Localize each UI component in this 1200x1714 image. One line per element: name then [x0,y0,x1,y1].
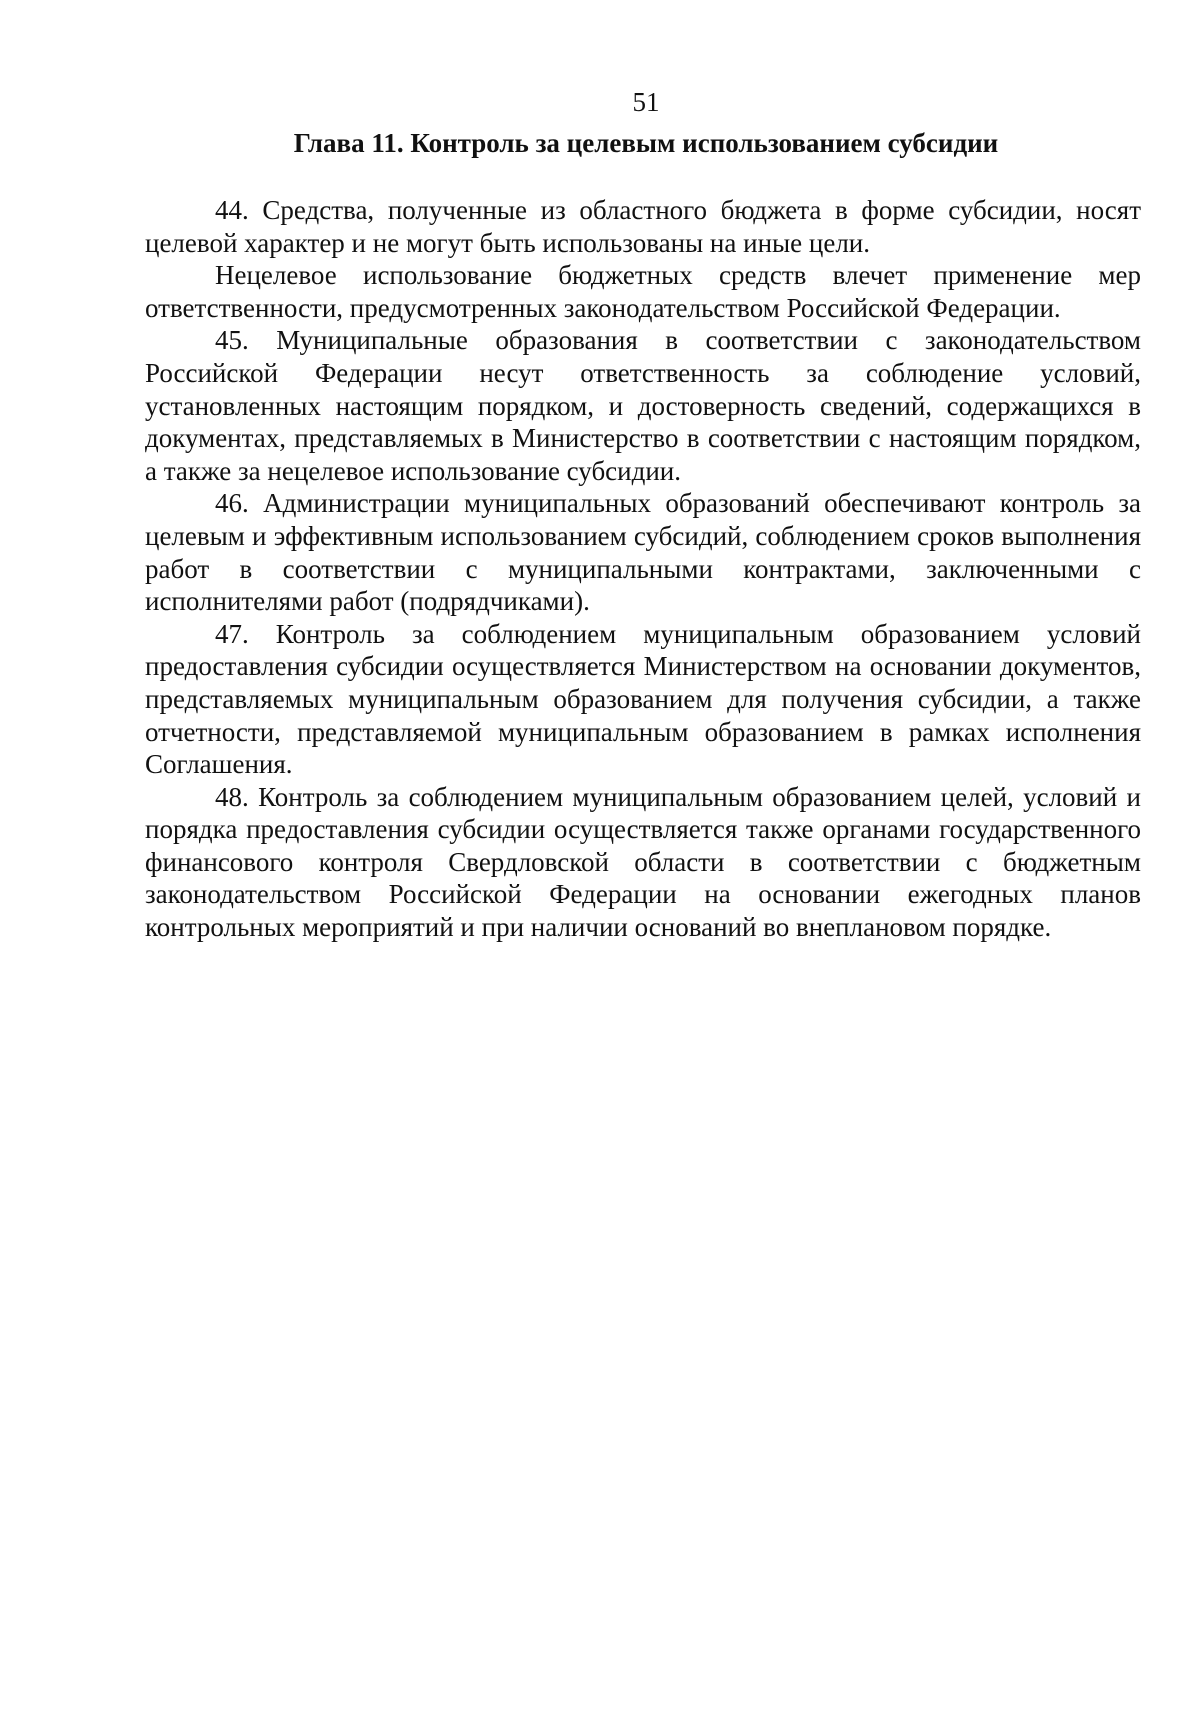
paragraph-46: 46. Администрации муниципальных образований обеспечивают контроль за целевым и эффективным использованием субсидий, соблюдением сроков выполнения работ в соответствии с муниципальными контрактами, заключенными с исполнителями работ (подрядчиками). [145,488,1141,617]
chapter-title: Глава 11. Контроль за целевым использованием субсидии [293,128,999,158]
paragraph-47: 47. Контроль за соблюдением муниципальным образованием условий предоставления субсидии осуществляется Министерством на основании документов, представляемых муниципальным образованием для получения субсидии, а также отчетности, представляемой муниципальным образованием в рамках исполнения Соглашения. [145,618,1141,780]
document-body [145,194,1141,944]
paragraph-48: 48. Контроль за соблюдением муниципальным образованием целей, условий и порядка предоставления субсидии осуществляется также органами государственного финансового контроля Свердловской области в соответствии с бюджетным законодательством Российской Федерации на основании ежегодных планов контрольных мероприятий и при наличии оснований во внеплановом порядке. [145,781,1141,943]
page-number: 51 [632,87,660,117]
paragraph-44: 44. Средства, полученные из областного бюджета в форме субсидии, носят целевой характер и не могут быть использованы на иные цели. [145,195,1141,258]
paragraph-45: 45. Муниципальные образования в соответствии с законодательством Российской Федерации несут ответственность за соблюдение условий, установленных настоящим порядком, и достоверность сведений, содержащихся в документах, представляемых в Министерство в соответствии с настоящим порядком, а также за нецелевое использование субсидии. [145,325,1141,486]
paragraph-44-continued: Нецелевое использование бюджетных средств влечет применение мер ответственности, предусмотренных законодательством Российской Федерации. [145,260,1141,323]
